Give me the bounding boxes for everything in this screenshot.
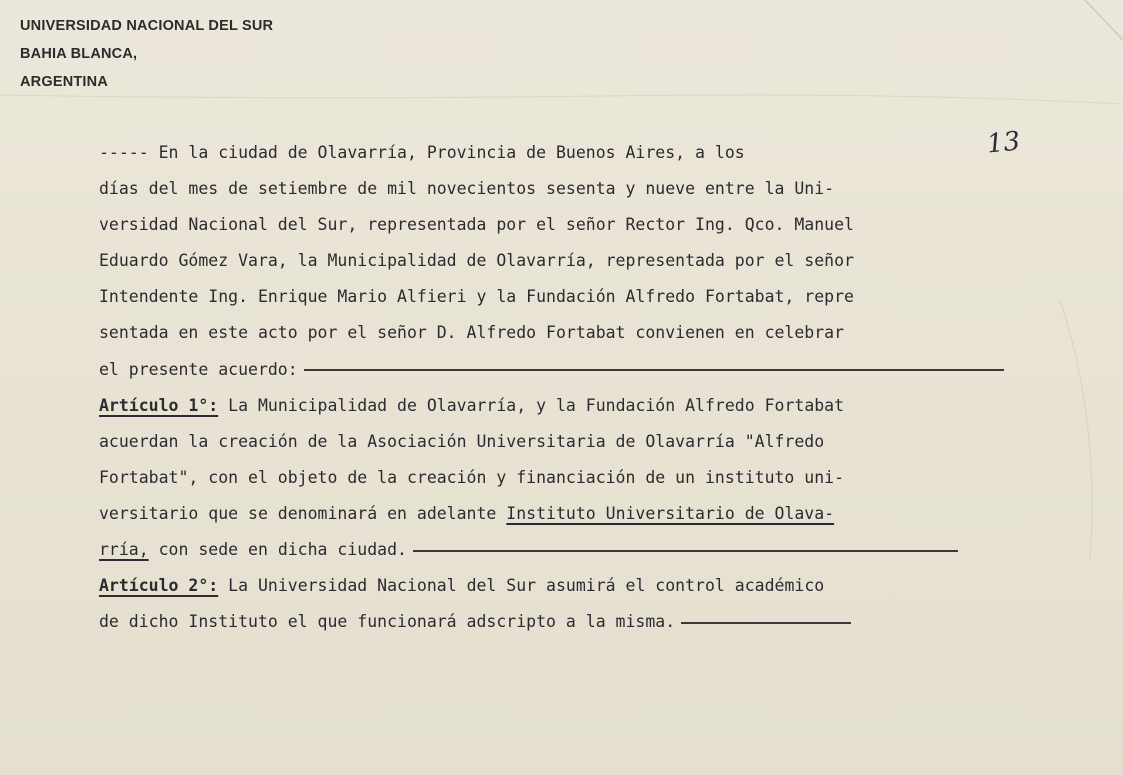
text-line-12-content: con sede en dicha ciudad. xyxy=(158,540,407,560)
letterhead-institution: UNIVERSIDAD NACIONAL DEL SUR xyxy=(20,18,274,34)
letterhead-city: BAHIA BLANCA, xyxy=(20,46,138,62)
letterhead xyxy=(20,12,273,96)
filler-rule xyxy=(413,550,958,552)
text-line-10: Fortabat", con el objeto de la creación y financiación de un instituto uni- xyxy=(99,467,845,487)
article-2-line xyxy=(99,568,1089,604)
institute-name-end-underlined: rría, xyxy=(99,540,149,560)
text-line-4: Eduardo Gómez Vara, la Municipalidad de Olavarría, representada por el señor xyxy=(99,251,854,271)
leading-dash: ----- xyxy=(99,143,149,162)
text-line-11 xyxy=(99,496,1089,532)
text-line-6: sentada en este acto por el señor D. Alfredo Fortabat convienen en celebrar xyxy=(99,323,845,343)
text-line-1 xyxy=(99,135,1089,171)
text-line-11-start: versitario que se denominará en adelante xyxy=(99,503,497,523)
article-2-label: Artículo 2°: xyxy=(99,576,219,596)
article-1-line xyxy=(99,388,1089,424)
text-line-3: versidad Nacional del Sur, representada por el señor Rector Ing. Qco. Manuel xyxy=(99,215,854,235)
text-line-7 xyxy=(99,352,1089,388)
text-line-2: días del mes de setiembre de mil novecientos sesenta y nueve entre la Uni- xyxy=(99,179,835,199)
text-line-14 xyxy=(99,604,1089,640)
article-1-content: La Municipalidad de Olavarría, y la Fundación Alfredo Fortabat xyxy=(228,395,845,415)
article-1-label: Artículo 1°: xyxy=(99,395,219,415)
letterhead-country: ARGENTINA xyxy=(20,74,108,90)
text-line-9: acuerdan la creación de la Asociación Universitaria de Olavarría "Alfredo xyxy=(99,431,825,451)
institute-name-underlined: Instituto Universitario de Olava- xyxy=(506,503,835,523)
text-line-1-content: En la ciudad de Olavarría, Provincia de Buenos Aires, a los xyxy=(158,143,745,162)
text-line-12 xyxy=(99,532,1089,568)
handwritten-page-number: 13 xyxy=(985,126,1022,160)
text-line-14-content: de dicho Instituto el que funcionará adscripto a la misma. xyxy=(99,612,676,632)
text-line-7-content: el presente acuerdo: xyxy=(99,359,298,379)
filler-rule xyxy=(681,622,851,624)
filler-rule xyxy=(304,369,1004,371)
agreement-text xyxy=(99,135,1089,640)
article-2-content: La Universidad Nacional del Sur asumirá el control académico xyxy=(228,576,825,596)
text-line-5: Intendente Ing. Enrique Mario Alfieri y la Fundación Alfredo Fortabat, repre xyxy=(99,287,854,307)
